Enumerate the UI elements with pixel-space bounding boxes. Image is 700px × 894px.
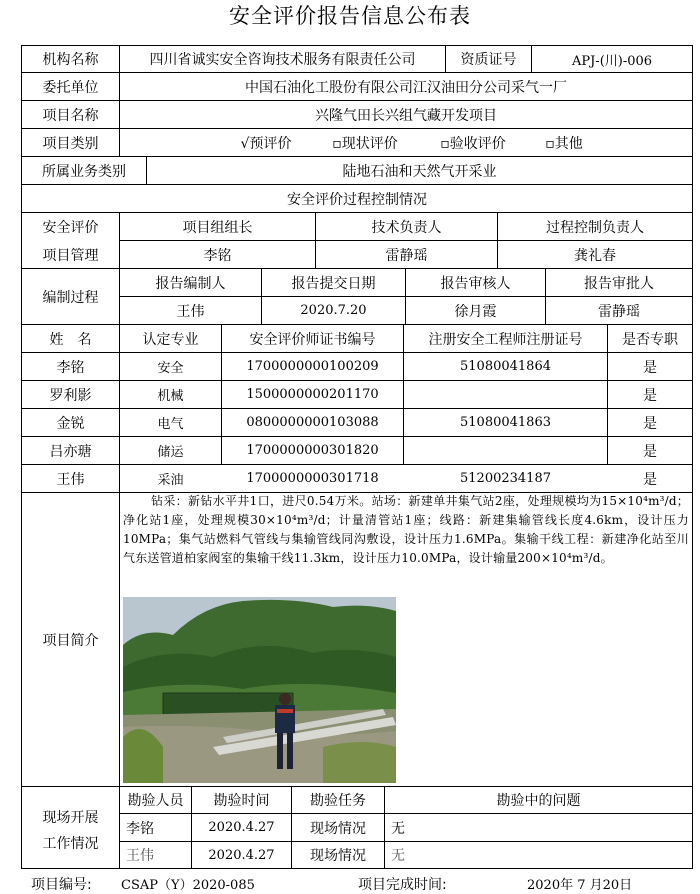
staff-header-cert: 安全评价师证书编号 [249,331,376,348]
staff-fulltime: 是 [643,471,657,488]
mgmt-leader: 李铭 [203,247,232,264]
staff-major: 储运 [157,445,184,460]
mgmt-header-process: 过程控制负责人 [546,219,644,236]
category-label: 项目类别 [42,135,99,152]
org-value: 四川省诚实安全咨询技术服务有限责任公司 [149,52,416,68]
page-title: 安全评价报告信息公布表 [229,4,471,28]
mgmt-label-line2: 项目管理 [42,247,99,264]
staff-name: 李铭 [56,359,85,376]
compile-author: 王伟 [176,303,205,320]
category-option-current: ▫现状评价 [332,135,398,152]
client-value: 中国石油化工股份有限公司江汉油田分公司采气一厂 [245,79,567,96]
cert-value: APJ-(川)-006 [571,53,653,69]
mgmt-tech: 雷静瑶 [385,247,428,264]
project-value: 兴隆气田长兴组气藏开发项目 [315,107,497,124]
survey-header-task: 勘验任务 [310,793,366,809]
compile-header-author: 报告编制人 [155,275,226,292]
compile-header-date: 报告提交日期 [291,275,376,292]
staff-cert: 1700000000100209 [246,359,379,374]
staff-cert: 1500000000201170 [246,387,379,402]
survey-header-person: 勘验人员 [127,793,184,809]
mgmt-header-tech: 技术负责人 [371,219,442,236]
compile-header-approver: 报告审批人 [584,275,654,292]
project-no-label: 项目编号: [31,877,92,893]
staff-reg [404,381,607,408]
staff-name: 吕亦瑭 [49,443,92,460]
staff-major: 机械 [157,389,184,404]
survey-label-line2: 工作情况 [42,836,99,852]
done-label: 项目完成时间: [358,877,447,893]
footer [0,872,700,894]
category-option-other: ▫其他 [545,135,583,152]
compile-reviewer: 徐月霞 [454,303,497,320]
staff-cert: 1700000000301718 [246,471,379,486]
staff-fulltime: 是 [643,387,657,404]
mgmt-process: 龚礼春 [574,247,616,264]
industry-label: 所属业务类别 [42,163,126,180]
staff-reg: 51080041863 [460,415,551,430]
staff-reg: 51080041864 [460,359,551,374]
survey-header-time: 勘验时间 [213,793,270,809]
category-option-acceptance: ▫验收评价 [440,135,506,152]
staff-name: 金锐 [56,415,85,432]
info-table [21,45,693,869]
site-photo [123,597,396,783]
staff-name: 罗利影 [49,387,92,404]
project-no: CSAP（Y）2020-085 [121,878,255,893]
done-value: 2020年 7 月20日 [527,878,633,893]
project-label: 项目名称 [42,107,99,124]
staff-reg: 51200234187 [460,471,551,486]
survey-header-issue: 勘验中的问题 [496,793,581,809]
staff-major: 采油 [157,473,184,488]
staff-header-reg: 注册安全工程师注册证号 [428,331,583,348]
staff-fulltime: 是 [643,415,657,432]
mgmt-label-line1: 安全评价 [42,219,99,236]
category-option-pre: √预评价 [240,135,292,152]
survey-time: 2020.4.27 [208,820,275,835]
cert-label: 资质证号 [460,52,517,68]
survey-person: 李铭 [126,820,154,837]
industry-value: 陆地石油和天然气开采业 [342,163,497,180]
compile-approver: 雷静瑶 [598,303,640,320]
intro-text: 钻采：新钻水平井1口，进尺0.54万米。站场：新建单井集气站2座，处理规模均为15×10⁴m³/d；净化站1座，处理规模30×10⁴m³/d；计量清管站1座；线路：新建集输管线长度4.6km，设计压力10MPa；集气站燃料气管线与集输管线同沟敷设，设计压力1.6MPa。集输干线工程：新建净化站至川气东送管道柏家阀室的集输干线11.3km，设计压力10.0MPa，设计输量200×10⁴m³/d。 [123,494,689,565]
staff-fulltime: 是 [643,359,657,376]
staff-header-fulltime: 是否专职 [622,331,678,348]
staff-header-major: 认定专业 [142,331,199,348]
staff-fulltime: 是 [643,443,657,460]
client-label: 委托单位 [42,79,99,96]
process-title: 安全评价过程控制情况 [287,191,427,208]
staff-major: 安全 [157,361,184,376]
org-label: 机构名称 [42,52,99,68]
survey-label-line1: 现场开展 [42,810,99,826]
mgmt-header-leader: 项目组组长 [182,219,253,236]
staff-major: 电气 [157,417,184,432]
staff-header-name: 姓 名 [49,331,92,348]
compile-header-reviewer: 报告审核人 [440,275,511,292]
staff-reg [404,437,607,464]
survey-time: 2020.4.27 [208,847,275,863]
survey-issue: 无 [391,820,405,837]
staff-cert: 0800000000103088 [246,415,379,430]
compile-label: 编制过程 [42,289,99,306]
survey-person: 王伟 [126,848,154,864]
survey-task: 现场情况 [310,820,366,837]
survey-task: 现场情况 [310,848,366,864]
survey-issue: 无 [391,848,405,864]
staff-name: 王伟 [56,471,85,488]
staff-cert: 1700000000301820 [246,443,379,458]
compile-date: 2020.7.20 [300,303,367,318]
intro-label: 项目简介 [42,632,99,649]
